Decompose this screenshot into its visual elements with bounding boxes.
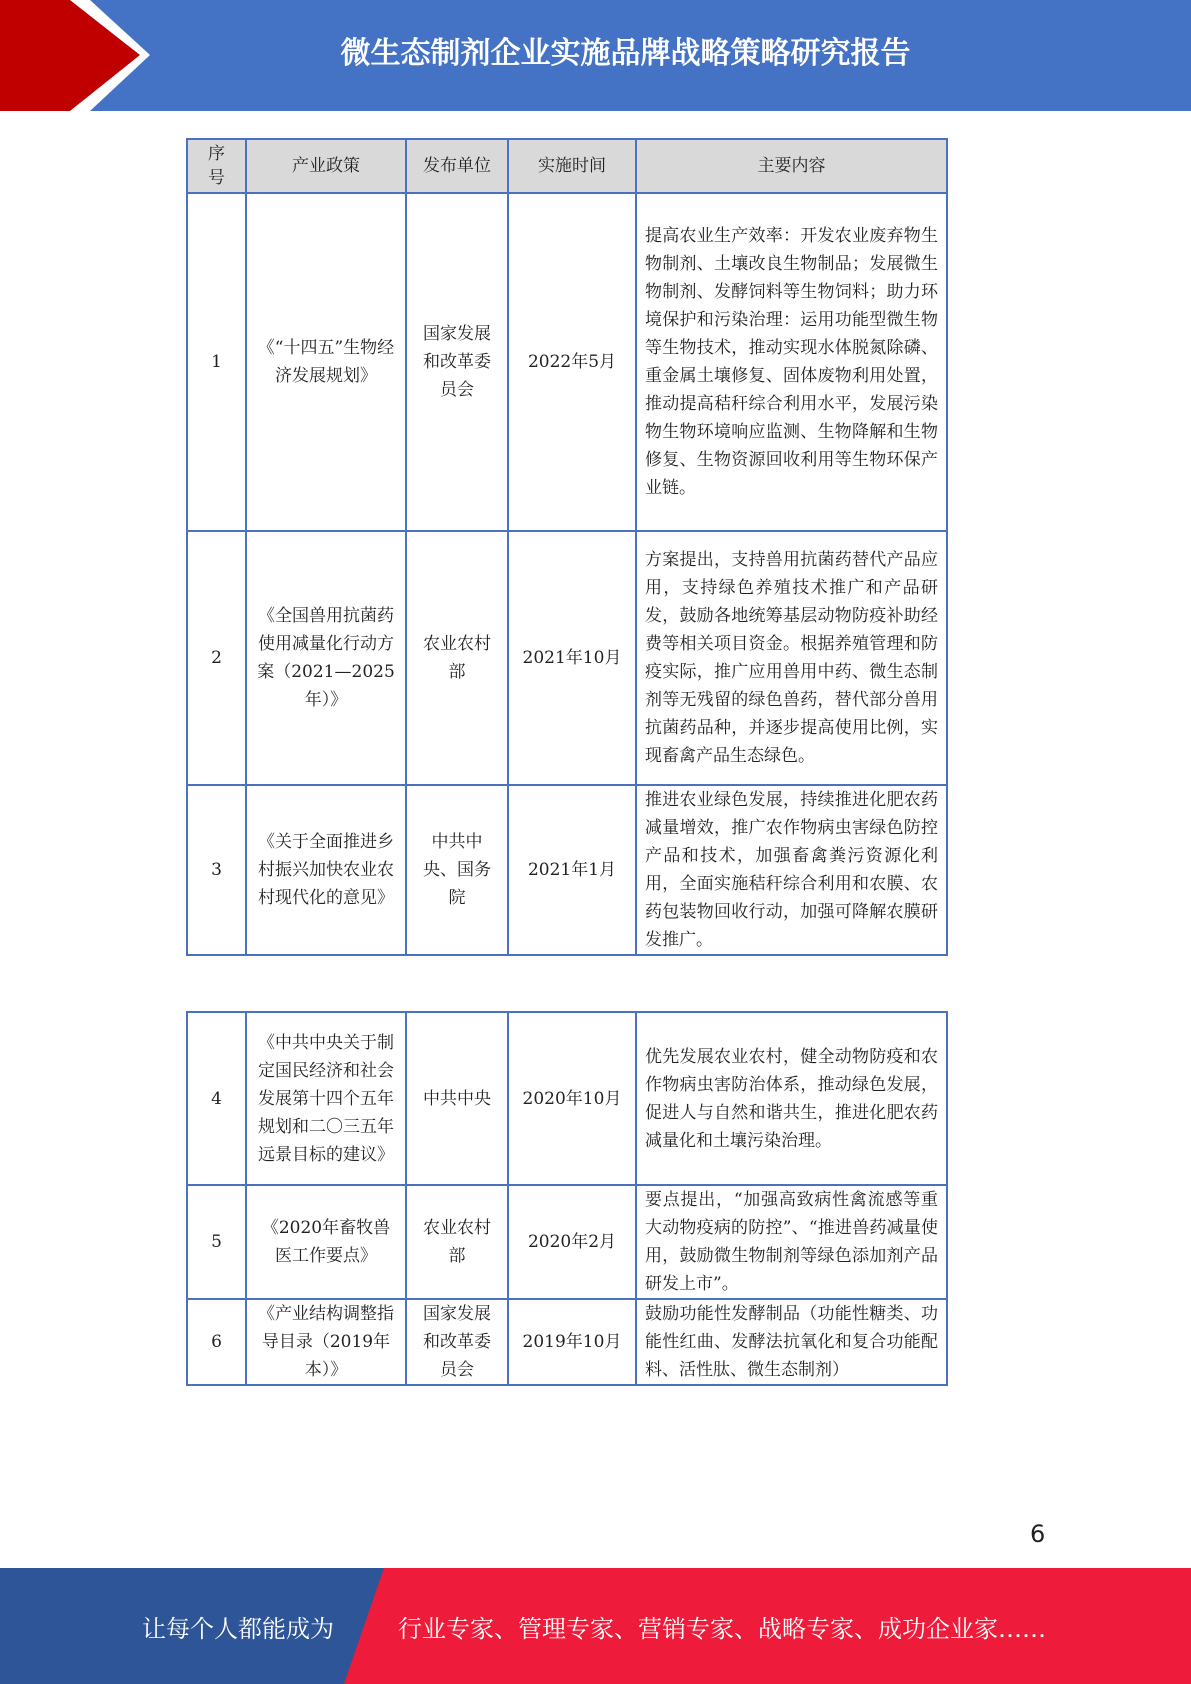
policy-name: 《中共中央关于制定国民经济和社会发展第十四个五年规划和二〇三五年远景目标的建议》 (246, 1012, 406, 1185)
header-cell-date: 实施时间 (508, 139, 636, 193)
row-number: 6 (187, 1299, 246, 1385)
table-row (187, 1185, 947, 1299)
footer-slogan-left: 让每个人都能成为 (142, 1614, 334, 1643)
policy-name: 《产业结构调整指导目录（2019年本）》 (246, 1299, 406, 1385)
table-row (187, 531, 947, 785)
effective-date: 2020年10月 (508, 1012, 636, 1185)
publisher: 国家发展和改革委员会 (406, 1299, 508, 1385)
publisher: 农业农村部 (406, 1185, 508, 1299)
header-cell-publisher: 发布单位 (406, 139, 508, 193)
policy-name: 《2020年畜牧兽医工作要点》 (246, 1185, 406, 1299)
publisher: 国家发展和改革委员会 (406, 193, 508, 531)
row-number: 3 (187, 785, 246, 955)
main-content: 提高农业生产效率：开发农业废弃物生物制剂、土壤改良生物制品；发展微生物制剂、发酵饲料等生物饲料；助力环境保护和污染治理：运用功能型微生物等生物技术，推动实现水体脱氮除磷、重金属土壤修复、固体废物利用处置，推动提高秸秆综合利用水平，发展污染物生物环境响应监测、生物降解和生物修复、生物资源回收利用等生物环保产业链。 (636, 193, 947, 531)
effective-date: 2021年1月 (508, 785, 636, 955)
table-row (187, 193, 947, 531)
main-content: 优先发展农业农村，健全动物防疫和农作物病虫害防治体系，推动绿色发展，促进人与自然和谐共生，推进化肥农药减量化和土壤污染治理。 (636, 1012, 947, 1185)
table-row (187, 1012, 947, 1185)
policy-name: 《全国兽用抗菌药使用减量化行动方案（2021—2025年）》 (246, 531, 406, 785)
row-number: 4 (187, 1012, 246, 1185)
publisher: 中共中央、国务院 (406, 785, 508, 955)
page-footer (0, 1568, 1191, 1684)
header-cell-num: 序号 (187, 139, 246, 193)
policy-table-part-1 (186, 138, 948, 956)
footer-slogan-right: 行业专家、管理专家、营销专家、战略专家、成功企业家…… (398, 1614, 1046, 1643)
row-number: 2 (187, 531, 246, 785)
main-content: 鼓励功能性发酵制品（功能性糖类、功能性红曲、发酵法抗氧化和复合功能配料、活性肽、微生态制剂） (636, 1299, 947, 1385)
table-row (187, 785, 947, 955)
row-number: 5 (187, 1185, 246, 1299)
main-content: 方案提出，支持兽用抗菌药替代产品应用，支持绿色养殖技术推广和产品研发，鼓励各地统筹基层动物防疫补助经费等相关项目资金。根据养殖管理和防疫实际，推广应用兽用中药、微生态制剂等无残留的绿色兽药，替代部分兽用抗菌药品种，并逐步提高使用比例，实现畜禽产品生态绿色。 (636, 531, 947, 785)
table-header-row (187, 139, 947, 193)
effective-date: 2021年10月 (508, 531, 636, 785)
report-title: 微生态制剂企业实施品牌战略策略研究报告 (340, 36, 911, 71)
main-content: 要点提出，“加强高致病性禽流感等重大动物疫病的防控”、“推进兽药减量使用，鼓励微生物制剂等绿色添加剂产品研发上市”。 (636, 1185, 947, 1299)
table-row (187, 1299, 947, 1385)
page-number: 6 (1030, 1520, 1046, 1548)
effective-date: 2020年2月 (508, 1185, 636, 1299)
page-header (0, 0, 1191, 111)
effective-date: 2022年5月 (508, 193, 636, 531)
publisher: 中共中央 (406, 1012, 508, 1185)
policy-name: 《关于全面推进乡村振兴加快农业农村现代化的意见》 (246, 785, 406, 955)
policy-table-part-2 (186, 1011, 948, 1386)
policy-name: 《“十四五”生物经济发展规划》 (246, 193, 406, 531)
row-number: 1 (187, 193, 246, 531)
effective-date: 2019年10月 (508, 1299, 636, 1385)
header-cell-policy: 产业政策 (246, 139, 406, 193)
publisher: 农业农村部 (406, 531, 508, 785)
main-content: 推进农业绿色发展，持续推进化肥农药减量增效，推广农作物病虫害绿色防控产品和技术，加强畜禽粪污资源化利用，全面实施秸秆综合利用和农膜、农药包装物回收行动，加强可降解农膜研发推广。 (636, 785, 947, 955)
header-cell-content: 主要内容 (636, 139, 947, 193)
